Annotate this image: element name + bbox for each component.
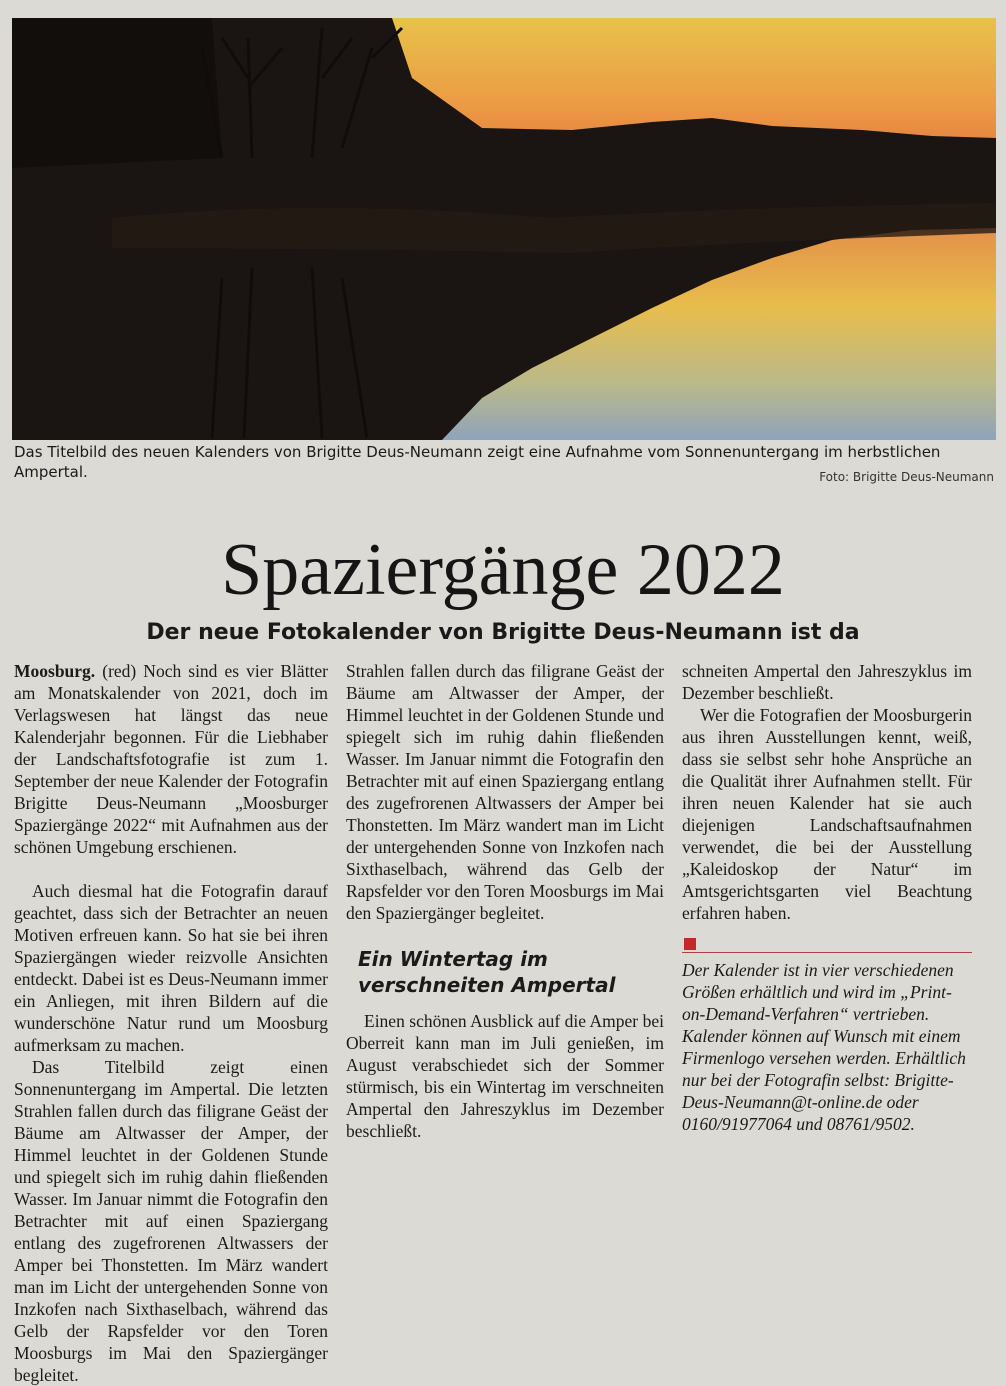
column-2 xyxy=(346,660,664,1141)
info-divider xyxy=(682,952,972,953)
paragraph-4-continued: schneiten Ampertal den Jahreszyklus im Dezember beschließt. xyxy=(682,661,972,703)
sunset-photo xyxy=(12,18,996,440)
column-3 xyxy=(682,660,972,1135)
paragraph-5: Wer die Fotografien der Moosburgerin aus ihren Ausstellungen kennt, weiß, dass sie selbst sehr hohe Ansprüche an die Qualität ihrer Aufnahmen stellt. Für ihren neuen Kalender hat sie auch diejenigen Landschaftsaufnahmen verwendet, die bei der Ausstellung „Kaleidoskop der Natur“ im Amtsgerichtsgarten viel Beachtung erfahren haben. xyxy=(682,705,972,923)
paragraph-3: Das Titelbild zeigt einen Sonnenuntergang im Ampertal. Die letzten Strahlen fallen durch das filigrane Geäst der Bäume am Altwasser der Amper, der Himmel leuchtet in der Goldenen Stunde und spiegelt sich im ruhig dahin fließenden Wasser. Im Januar nimmt die Fotografin den Betrachter mit auf einen Spaziergang entlang des zugefrorenen Altwassers der Amper bei Thonstetten. Im März wandert man im Licht der untergehenden Sonne von Inzkofen nach Sixthaselbach, während das Gelb der Rapsfelder vor den Toren Moosburgs im Mai den Spaziergänger begleitet. xyxy=(14,1057,328,1385)
photo-credit: Foto: Brigitte Deus-Neumann xyxy=(819,470,994,484)
paragraph-1 xyxy=(14,660,328,858)
info-box: Der Kalender ist in vier verschiedenen Größen erhältlich und wird im „Print-on-Demand-Verfahren“ vertrieben. Kalender können auf Wunsch mit einem Firmenlogo versehen werden. Erhältlich nur bei der Fotografin selbst: Brigitte-Deus-Neumann@t-online.de oder 0160/91977064 und 08761/9502. xyxy=(682,960,966,1134)
sunset-river-image xyxy=(12,18,996,440)
paragraph-1-text: (red) Noch sind es vier Blätter am Monatskalender von 2021, doch im Verlagswesen hat längst das neue Kalenderjahr begonnen. Für die Liebhaber der Landschaftsfotografie ist zum 1. September der neue Kalender der Fotografin Brigitte Deus-Neumann „Moosburger Spaziergänge 2022“ mit Aufnahmen aus der schönen Umgebung erschienen. xyxy=(14,661,329,857)
paragraph-2: Auch diesmal hat die Fotografin darauf geachtet, dass sich der Betrachter an neuen Motiven erfreuen kann. So hat sie bei ihren Spaziergängen wieder reizvolle Ansichten entdeckt. Dabei ist es Deus-Neumann immer ein Anliegen, mit ihren Bildern auf die wunderschöne Natur rund um Moosburg aufmerksam zu machen. xyxy=(14,881,328,1055)
subheadline: Der neue Fotokalender von Brigitte Deus-Neumann ist da xyxy=(146,620,860,645)
paragraph-4: Einen schönen Ausblick auf die Amper bei Oberreit kann man im Juli genießen, im August verabschiedet sich der Sommer stürmisch, bis ein Wintertag im verschneiten Ampertal den Jahreszyklus im Dezember beschließt. xyxy=(346,1011,664,1141)
column-1 xyxy=(14,660,329,1385)
dateline: Moosburg. xyxy=(14,661,96,681)
end-marker xyxy=(684,938,696,950)
photo-caption: Das Titelbild des neuen Kalenders von Brigitte Deus-Neumann zeigt eine Aufnahme vom Sonnenuntergang im herbstlichen Ampertal. xyxy=(14,443,941,481)
headline: Spaziergänge 2022 xyxy=(221,529,785,611)
paragraph-3-continued: Strahlen fallen durch das filigrane Geäst der Bäume am Altwasser der Amper, der Himmel leuchtet in der Goldenen Stunde und spiegelt sich im ruhig dahin fließenden Wasser. Im Januar nimmt die Fotografin den Betrachter mit auf einen Spaziergang entlang des zugefrorenen Altwassers der Amper bei Thonstetten. Im März wandert man im Licht der untergehenden Sonne von Inzkofen nach Sixthaselbach, während das Gelb der Rapsfelder vor den Toren Moosburgs im Mai den Spaziergänger begleitet. xyxy=(346,661,664,923)
section-subhead: Ein Wintertag im verschneiten Ampertal xyxy=(358,947,616,997)
